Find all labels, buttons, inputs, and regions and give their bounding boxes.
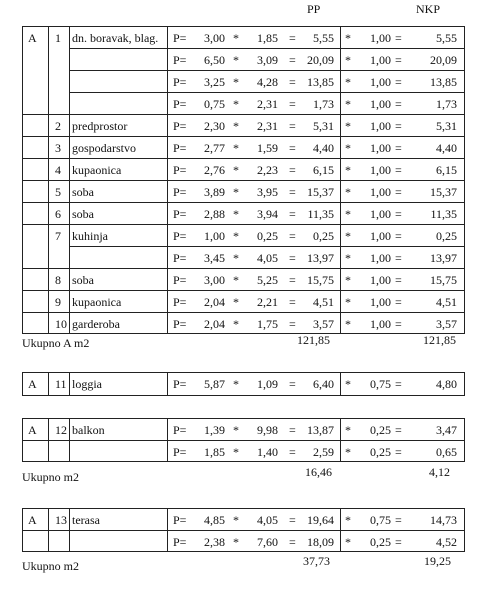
length-value: 4,28 (257, 75, 278, 89)
equals-sign: = (289, 295, 296, 309)
equals-sign: = (395, 273, 402, 287)
width-value: 3,45 (204, 251, 225, 265)
loggia-table (0, 372, 481, 396)
multiply-sign: * (345, 423, 351, 437)
p-label: P= (173, 423, 187, 437)
pp-value: 1,73 (313, 97, 334, 111)
equals-sign: = (289, 513, 296, 527)
length-value: 3,95 (257, 185, 278, 199)
p-label: P= (173, 185, 187, 199)
multiply-sign: * (345, 273, 351, 287)
equals-sign: = (395, 53, 402, 67)
nkp-value: 5,31 (436, 119, 457, 133)
row-divider (22, 136, 465, 137)
equals-sign: = (395, 423, 402, 437)
room-name: loggia (72, 377, 102, 391)
multiply-sign: * (345, 163, 351, 177)
loggia-row (0, 372, 481, 396)
equals-sign: = (395, 535, 402, 549)
p-label: P= (173, 97, 187, 111)
terasa-row (0, 530, 481, 554)
width-value: 2,88 (204, 207, 225, 221)
pp-value: 0,25 (313, 229, 334, 243)
factor-value: 1,00 (370, 141, 391, 155)
multiply-sign: * (345, 53, 351, 67)
row-divider (69, 48, 465, 49)
p-label: P= (173, 377, 187, 391)
row-divider (22, 268, 465, 269)
row-divider (22, 530, 465, 531)
width-value: 3,89 (204, 185, 225, 199)
factor-value: 1,00 (370, 119, 391, 133)
width-value: 4,85 (204, 513, 225, 527)
width-value: 1,39 (204, 423, 225, 437)
pp-value: 15,37 (307, 185, 334, 199)
row-divider (22, 290, 465, 291)
nkp-value: 15,37 (430, 185, 457, 199)
multiply-sign: * (345, 185, 351, 199)
equals-sign: = (289, 377, 296, 391)
section-a-row (0, 70, 481, 94)
row-divider (22, 440, 465, 441)
room-number: 7 (55, 229, 61, 243)
multiply-sign: * (233, 97, 239, 111)
section-a-row (0, 158, 481, 182)
length-value: 2,23 (257, 163, 278, 177)
length-value: 2,31 (257, 119, 278, 133)
equals-sign: = (289, 207, 296, 221)
room-name: balkon (72, 423, 105, 437)
length-value: 3,94 (257, 207, 278, 221)
room-number: 12 (55, 423, 67, 437)
p-label: P= (173, 141, 187, 155)
section-a-row (0, 48, 481, 72)
width-value: 2,38 (204, 535, 225, 549)
equals-sign: = (395, 377, 402, 391)
nkp-value: 4,80 (436, 377, 457, 391)
multiply-sign: * (345, 317, 351, 331)
width-value: 0,75 (204, 97, 225, 111)
equals-sign: = (289, 251, 296, 265)
multiply-sign: * (233, 273, 239, 287)
width-value: 2,30 (204, 119, 225, 133)
width-value: 1,00 (204, 229, 225, 243)
row-divider (22, 158, 465, 159)
factor-value: 1,00 (370, 273, 391, 287)
p-label: P= (173, 75, 187, 89)
equals-sign: = (395, 97, 402, 111)
equals-sign: = (395, 445, 402, 459)
room-number: 2 (55, 119, 61, 133)
factor-value: 1,00 (370, 185, 391, 199)
terasa-total-nkp: 19,25 (424, 554, 451, 568)
factor-value: 0,25 (370, 423, 391, 437)
pp-value: 2,59 (313, 445, 334, 459)
multiply-sign: * (233, 119, 239, 133)
equals-sign: = (289, 53, 296, 67)
multiply-sign: * (233, 141, 239, 155)
multiply-sign: * (233, 513, 239, 527)
room-name: soba (72, 185, 94, 199)
p-label: P= (173, 251, 187, 265)
row-divider (22, 202, 465, 203)
row-divider (69, 246, 465, 247)
equals-sign: = (395, 163, 402, 177)
factor-value: 0,25 (370, 535, 391, 549)
length-value: 1,75 (257, 317, 278, 331)
multiply-sign: * (345, 295, 351, 309)
p-label: P= (173, 317, 187, 331)
length-value: 1,09 (257, 377, 278, 391)
nkp-value: 20,09 (430, 53, 457, 67)
section-a-row (0, 136, 481, 160)
length-value: 3,09 (257, 53, 278, 67)
room-name: dn. boravak, blag. (72, 31, 159, 45)
balkon-total-label: Ukupno m2 (22, 470, 79, 484)
row-divider (69, 92, 465, 93)
multiply-sign: * (233, 53, 239, 67)
p-label: P= (173, 31, 187, 45)
nkp-value: 3,57 (436, 317, 457, 331)
room-name: soba (72, 207, 94, 221)
equals-sign: = (289, 97, 296, 111)
p-label: P= (173, 163, 187, 177)
pp-value: 3,57 (313, 317, 334, 331)
pp-value: 19,64 (307, 513, 334, 527)
row-divider (22, 114, 465, 115)
length-value: 4,05 (257, 251, 278, 265)
multiply-sign: * (345, 229, 351, 243)
width-value: 2,04 (204, 317, 225, 331)
header-pp: PP (307, 2, 321, 16)
nkp-value: 4,52 (436, 535, 457, 549)
section-a-row (0, 290, 481, 314)
section-a-row (0, 312, 481, 336)
equals-sign: = (395, 513, 402, 527)
factor-value: 1,00 (370, 75, 391, 89)
multiply-sign: * (345, 445, 351, 459)
nkp-value: 14,73 (430, 513, 457, 527)
equals-sign: = (395, 75, 402, 89)
multiply-sign: * (345, 513, 351, 527)
room-number: 9 (55, 295, 61, 309)
multiply-sign: * (345, 251, 351, 265)
width-value: 3,00 (204, 31, 225, 45)
area-code: A (28, 377, 37, 391)
row-divider (69, 70, 465, 71)
factor-value: 0,75 (370, 513, 391, 527)
length-value: 4,05 (257, 513, 278, 527)
room-name: soba (72, 273, 94, 287)
factor-value: 1,00 (370, 53, 391, 67)
area-code: A (28, 513, 37, 527)
section-a-total-label: Ukupno A m2 (22, 336, 90, 350)
pp-value: 5,55 (313, 31, 334, 45)
header-nkp: NKP (416, 2, 441, 16)
room-number: 5 (55, 185, 61, 199)
length-value: 9,98 (257, 423, 278, 437)
multiply-sign: * (345, 75, 351, 89)
multiply-sign: * (233, 535, 239, 549)
pp-value: 15,75 (307, 273, 334, 287)
room-name: kupaonica (72, 295, 122, 309)
multiply-sign: * (345, 97, 351, 111)
equals-sign: = (395, 229, 402, 243)
length-value: 1,40 (257, 445, 278, 459)
length-value: 2,21 (257, 295, 278, 309)
balkon-total-nkp: 4,12 (429, 465, 450, 479)
multiply-sign: * (233, 185, 239, 199)
room-name: garderoba (72, 317, 120, 331)
factor-value: 1,00 (370, 207, 391, 221)
nkp-value: 4,40 (436, 141, 457, 155)
equals-sign: = (395, 207, 402, 221)
section-a-row (0, 92, 481, 116)
room-name: predprostor (72, 119, 128, 133)
section-a-table (0, 26, 481, 334)
equals-sign: = (289, 119, 296, 133)
factor-value: 1,00 (370, 317, 391, 331)
equals-sign: = (395, 141, 402, 155)
nkp-value: 6,15 (436, 163, 457, 177)
balkon-row (0, 418, 481, 442)
equals-sign: = (289, 317, 296, 331)
multiply-sign: * (233, 377, 239, 391)
length-value: 2,31 (257, 97, 278, 111)
room-number: 8 (55, 273, 61, 287)
multiply-sign: * (233, 229, 239, 243)
equals-sign: = (289, 185, 296, 199)
equals-sign: = (289, 535, 296, 549)
nkp-value: 11,35 (430, 207, 457, 221)
nkp-value: 15,75 (430, 273, 457, 287)
equals-sign: = (395, 251, 402, 265)
pp-value: 4,51 (313, 295, 334, 309)
length-value: 0,25 (257, 229, 278, 243)
equals-sign: = (289, 75, 296, 89)
terasa-total-pp: 37,73 (303, 554, 330, 568)
equals-sign: = (289, 229, 296, 243)
equals-sign: = (289, 273, 296, 287)
width-value: 2,77 (204, 141, 225, 155)
p-label: P= (173, 513, 187, 527)
pp-value: 13,85 (307, 75, 334, 89)
equals-sign: = (395, 317, 402, 331)
balkon-table (0, 418, 481, 462)
section-a-row (0, 268, 481, 292)
section-a-row (0, 180, 481, 204)
factor-value: 1,00 (370, 295, 391, 309)
width-value: 3,25 (204, 75, 225, 89)
factor-value: 1,00 (370, 31, 391, 45)
room-name: gospodarstvo (72, 141, 136, 155)
section-a-row (0, 26, 481, 50)
width-value: 3,00 (204, 273, 225, 287)
area-code: A (28, 423, 37, 437)
p-label: P= (173, 229, 187, 243)
equals-sign: = (289, 423, 296, 437)
room-name: terasa (72, 513, 100, 527)
section-a-total-pp: 121,85 (297, 333, 330, 347)
room-name: kupaonica (72, 163, 122, 177)
length-value: 1,85 (257, 31, 278, 45)
p-label: P= (173, 295, 187, 309)
equals-sign: = (289, 31, 296, 45)
equals-sign: = (395, 295, 402, 309)
pp-value: 6,40 (313, 377, 334, 391)
multiply-sign: * (233, 445, 239, 459)
balkon-row (0, 440, 481, 464)
section-a-row (0, 114, 481, 138)
length-value: 7,60 (257, 535, 278, 549)
length-value: 1,59 (257, 141, 278, 155)
equals-sign: = (395, 185, 402, 199)
pp-value: 20,09 (307, 53, 334, 67)
factor-value: 0,75 (370, 377, 391, 391)
room-number: 6 (55, 207, 61, 221)
nkp-value: 4,51 (436, 295, 457, 309)
pp-value: 13,97 (307, 251, 334, 265)
equals-sign: = (289, 141, 296, 155)
nkp-value: 0,65 (436, 445, 457, 459)
row-divider (22, 224, 465, 225)
nkp-value: 3,47 (436, 423, 457, 437)
pp-value: 13,87 (307, 423, 334, 437)
multiply-sign: * (233, 423, 239, 437)
pp-value: 6,15 (313, 163, 334, 177)
multiply-sign: * (233, 163, 239, 177)
p-label: P= (173, 207, 187, 221)
section-a-total-nkp: 121,85 (423, 333, 456, 347)
terasa-table (0, 508, 481, 552)
room-number: 3 (55, 141, 61, 155)
room-number: 11 (55, 377, 67, 391)
p-label: P= (173, 119, 187, 133)
area-code: A (28, 31, 37, 45)
p-label: P= (173, 53, 187, 67)
width-value: 6,50 (204, 53, 225, 67)
factor-value: 1,00 (370, 229, 391, 243)
pp-value: 11,35 (307, 207, 334, 221)
multiply-sign: * (345, 377, 351, 391)
multiply-sign: * (233, 295, 239, 309)
p-label: P= (173, 535, 187, 549)
nkp-value: 13,97 (430, 251, 457, 265)
factor-value: 1,00 (370, 251, 391, 265)
p-label: P= (173, 273, 187, 287)
multiply-sign: * (345, 119, 351, 133)
room-number: 4 (55, 163, 61, 177)
nkp-value: 1,73 (436, 97, 457, 111)
width-value: 5,87 (204, 377, 225, 391)
factor-value: 1,00 (370, 163, 391, 177)
multiply-sign: * (345, 535, 351, 549)
multiply-sign: * (233, 75, 239, 89)
length-value: 5,25 (257, 273, 278, 287)
terasa-row (0, 508, 481, 532)
multiply-sign: * (233, 317, 239, 331)
factor-value: 1,00 (370, 97, 391, 111)
room-number: 10 (55, 317, 67, 331)
p-label: P= (173, 445, 187, 459)
terasa-total-label: Ukupno m2 (22, 559, 79, 573)
section-a-row (0, 202, 481, 226)
nkp-value: 5,55 (436, 31, 457, 45)
pp-value: 5,31 (313, 119, 334, 133)
row-divider (22, 180, 465, 181)
factor-value: 0,25 (370, 445, 391, 459)
width-value: 2,76 (204, 163, 225, 177)
width-value: 2,04 (204, 295, 225, 309)
equals-sign: = (289, 445, 296, 459)
equals-sign: = (395, 119, 402, 133)
equals-sign: = (395, 31, 402, 45)
equals-sign: = (289, 163, 296, 177)
row-divider (22, 312, 465, 313)
multiply-sign: * (345, 141, 351, 155)
section-a-row (0, 246, 481, 270)
multiply-sign: * (233, 31, 239, 45)
pp-value: 18,09 (307, 535, 334, 549)
multiply-sign: * (233, 207, 239, 221)
nkp-value: 0,25 (436, 229, 457, 243)
multiply-sign: * (345, 207, 351, 221)
section-a-row (0, 224, 481, 248)
nkp-value: 13,85 (430, 75, 457, 89)
room-name: kuhinja (72, 229, 108, 243)
balkon-total-pp: 16,46 (305, 465, 332, 479)
multiply-sign: * (345, 31, 351, 45)
width-value: 1,85 (204, 445, 225, 459)
room-number: 13 (55, 513, 67, 527)
multiply-sign: * (233, 251, 239, 265)
pp-value: 4,40 (313, 141, 334, 155)
room-number: 1 (55, 31, 61, 45)
